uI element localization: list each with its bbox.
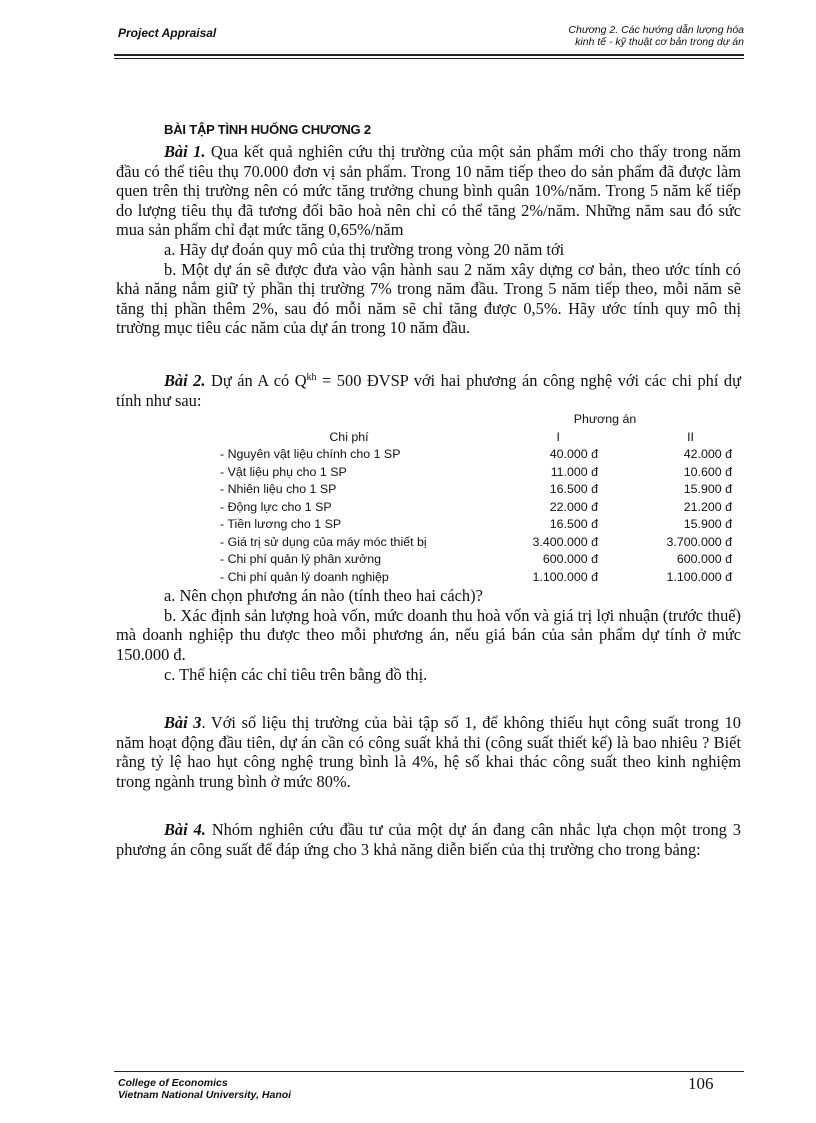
col-1-header: I xyxy=(556,429,560,444)
cost-table-row xyxy=(220,446,732,464)
header-rule-thick xyxy=(114,54,744,56)
row-label: - Chi phí quản lý phân xưởng xyxy=(220,552,382,567)
row-label: - Chi phí quản lý doanh nghiệp xyxy=(220,569,389,584)
col-2-header: II xyxy=(687,429,694,444)
header-right-line1: Chương 2. Các hướng dẫn lượng hóa xyxy=(568,24,744,36)
page-number: 106 xyxy=(688,1074,714,1093)
cost-table-row xyxy=(220,516,732,534)
cost-table xyxy=(220,411,732,586)
bai2-paragraph xyxy=(116,371,741,410)
bai1-question-a: a. Hãy dự đoán quy mô của thị trường trong vòng 20 năm tới xyxy=(164,239,565,259)
bai2-question-b: b. Xác định sản lượng hoà vốn, mức doanh thu hoà vốn và giá trị lợi nhuận (trước thuế) mà doanh nghiệp thu được theo mỗi phương án, nếu giá bán của sản phẩm dự tính ở mức 150.000 đ. xyxy=(116,605,741,664)
row-label: - Nhiên liệu cho 1 SP xyxy=(220,482,337,497)
bai2-question-a: a. Nên chọn phương án nào (tính theo hai cách)? xyxy=(164,586,483,606)
cost-table-row xyxy=(220,499,732,517)
bai4-label: Bài 4. xyxy=(164,820,206,840)
bai2-question-c: c. Thể hiện các chỉ tiêu trên bằng đồ thị. xyxy=(164,664,428,684)
row-label: - Động lực cho 1 SP xyxy=(220,499,332,514)
row-value-1: 22.000 đ xyxy=(549,499,598,514)
cost-table-group-header xyxy=(220,411,732,429)
row-label: - Vật liệu phụ cho 1 SP xyxy=(220,464,347,479)
bai2-superscript: kh xyxy=(306,371,317,383)
header-right xyxy=(444,24,744,48)
cost-table-row xyxy=(220,569,732,587)
bai2-text-before: Dự án A có Q xyxy=(205,370,307,390)
cost-table-row xyxy=(220,551,732,569)
cost-table-row xyxy=(220,481,732,499)
bai1-paragraph xyxy=(116,142,741,240)
row-value-2: 10.600 đ xyxy=(683,464,732,479)
cost-table-row xyxy=(220,464,732,482)
cost-table-row xyxy=(220,534,732,552)
row-value-1: 40.000 đ xyxy=(549,447,598,462)
bai3-paragraph xyxy=(116,713,741,791)
row-value-2: 42.000 đ xyxy=(683,447,732,462)
bai1-text: Qua kết quả nghiên cứu thị trường của một sản phẩm mới cho thấy trong năm đầu có thể tiêu thụ 70.000 đơn vị sản phẩm. Trong 10 năm tiếp theo do sản phẩm đã được làm quen trên thị trường nên có mức tăng trưởng chung bình quân 10%/năm. Trong 5 năm kế tiếp do lượng tiêu thụ đã tương đối bão hoà nên chỉ có thể tăng 2%/năm. Những năm sau đó sức mua sản phẩm chỉ đạt mức tăng 0,65%/năm xyxy=(116,142,742,240)
row-value-2: 1.100.000 đ xyxy=(666,569,732,584)
col-label-header: Chi phí xyxy=(329,429,369,444)
row-value-1: 1.100.000 đ xyxy=(532,569,598,584)
bai1-label: Bài 1. xyxy=(164,142,206,161)
bai2-label: Bài 2. xyxy=(164,370,206,390)
bai2-text-after: = 500 ĐVSP với hai phương án công nghệ với các chi phí dự tính như sau: xyxy=(116,370,742,410)
row-value-1: 16.500 đ xyxy=(549,517,598,532)
row-value-2: 600.000 đ xyxy=(676,552,732,567)
row-value-1: 16.500 đ xyxy=(549,482,598,497)
section-title: BÀI TẬP TÌNH HUỐNG CHƯƠNG 2 xyxy=(164,122,371,137)
bai3-text: . Với số liệu thị trường của bài tập số 1, để không thiếu hụt công suất trong 10 năm hoạt động đầu tiên, dự án cần có công suất khả thi (công suất thiết kế) là bao nhiêu ? Biết rằng tỷ lệ hao hụt công nghệ trung bình là 4%, hệ số khai thác công suất theo kinh nghiệm trong ngành trung bình ở mức 80%. xyxy=(116,713,741,791)
cost-table-header xyxy=(220,429,732,447)
bai4-text: Nhóm nghiên cứu đầu tư của một dự án đang cân nhắc lựa chọn một trong 3 phương án công suất để đáp ứng cho 3 khả năng diễn biến của thị trường cho trong bảng: xyxy=(116,820,741,860)
page-content xyxy=(116,121,741,860)
row-label: - Nguyên vật liệu chính cho 1 SP xyxy=(220,447,401,462)
footer-line1: College of Economics xyxy=(118,1077,228,1089)
header-left: Project Appraisal xyxy=(118,26,217,40)
row-label: - Tiền lương cho 1 SP xyxy=(220,517,342,532)
row-value-1: 3.400.000 đ xyxy=(532,534,598,549)
header-rule-thin xyxy=(114,58,744,59)
footer-line2: Vietnam National University, Hanoi xyxy=(118,1089,292,1101)
row-value-2: 15.900 đ xyxy=(683,517,732,532)
row-value-2: 3.700.000 đ xyxy=(666,534,732,549)
bai1-question-b: b. Một dự án sẽ được đưa vào vận hành sau 2 năm xây dựng cơ bản, theo ước tính có khả năng nắm giữ tỷ phần thị trường 7% trong năm đầu. Trong 5 năm tiếp theo, mỗi năm sẽ tăng thị phần thêm 2%, sau đó mỗi năm sẽ chỉ tăng được 0,5%. Hãy ước tính quy mô thị trường mục tiêu các năm của dự án trong 10 năm đầu. xyxy=(116,259,741,338)
group-header: Phương án xyxy=(573,412,637,427)
row-value-1: 11.000 đ xyxy=(550,464,598,479)
bai3-label: Bài 3 xyxy=(164,713,202,733)
header-right-line2: kinh tế - kỹ thuật cơ bản trong dự án xyxy=(575,36,744,48)
row-value-1: 600.000 đ xyxy=(542,552,598,567)
bai4-paragraph xyxy=(116,820,741,859)
footer-left xyxy=(118,1077,291,1101)
row-value-2: 21.200 đ xyxy=(683,499,732,514)
row-value-2: 15.900 đ xyxy=(683,482,732,497)
row-label: - Giá trị sử dụng của máy móc thiết bị xyxy=(220,534,427,549)
footer-rule xyxy=(114,1071,744,1072)
